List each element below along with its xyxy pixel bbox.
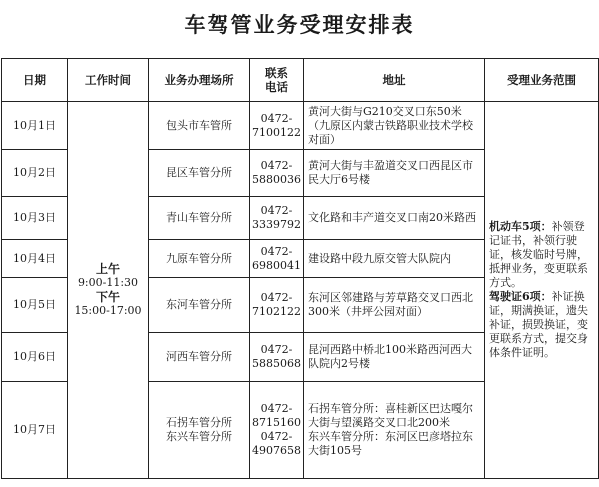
- row-office: 昆区车管分所: [149, 150, 250, 197]
- scope-motor-text: 补领登记证书，补领行驶证，核发临时号牌，抵押业务，变更联系方式。: [489, 220, 588, 289]
- am-label: 上午: [95, 262, 120, 276]
- scope-license: [489, 290, 594, 360]
- table-row: [2, 102, 599, 150]
- row-office: 东河车管分所: [149, 278, 250, 333]
- row-date: 10月2日: [2, 150, 68, 197]
- row-address: 黄河大街与丰盈道交叉口西昆区市民大厅6号楼: [304, 150, 485, 197]
- row-date: 10月1日: [2, 102, 68, 150]
- row-phone: [250, 382, 304, 479]
- header-date: 日期: [2, 59, 68, 102]
- row-phone: 0472-5885068: [250, 333, 304, 382]
- header-phone: 联系电话: [250, 59, 304, 102]
- row-office: 河西车管分所: [149, 333, 250, 382]
- row-phone: 0472-7100122: [250, 102, 304, 150]
- row-phone: 0472-7102122: [250, 278, 304, 333]
- scope-motor: [489, 220, 594, 290]
- header-hours: 工作时间: [68, 59, 149, 102]
- schedule-table: [1, 58, 599, 479]
- row-phone-a: 0472-8715160: [252, 402, 301, 429]
- page-title: 车驾管业务受理安排表: [184, 12, 415, 37]
- row-address: 建设路中段九原交管大队院内: [304, 240, 485, 278]
- header-scope: 受理业务范围: [485, 59, 599, 102]
- row-date: 10月6日: [2, 333, 68, 382]
- row-date: 10月4日: [2, 240, 68, 278]
- service-scope-cell: [485, 102, 599, 479]
- pm-time: 15:00-17:00: [74, 304, 142, 317]
- pm-label: 下午: [95, 290, 120, 304]
- row-office: 包头市车管所: [149, 102, 250, 150]
- header-office: 业务办理场所: [149, 59, 250, 102]
- scope-license-title: 驾驶证6项：: [489, 290, 552, 303]
- row-phone: 0472-3339792: [250, 197, 304, 240]
- row-address: 昆河西路中桥北100米路西河西大队院内2号楼: [304, 333, 485, 382]
- row-date: 10月7日: [2, 382, 68, 479]
- row-phone: 0472-5880036: [250, 150, 304, 197]
- row-address-a: 石拐车管分所：喜桂新区巴达嘎尔大街与望溪路交叉口北200米: [308, 402, 473, 429]
- row-address: 文化路和丰产道交叉口南20米路西: [304, 197, 485, 240]
- row-office-b: 东兴车管分所: [166, 430, 232, 443]
- row-address: 黄河大街与G210交叉口东50米（九原区内蒙古铁路职业技术学校对面）: [304, 102, 485, 150]
- row-office: [149, 382, 250, 479]
- scope-license-text: 补证换证，期满换证，遗失补证，损毁换证，变更联系方式，提交身体条件证明。: [489, 290, 588, 359]
- row-office-a: 石拐车管分所: [166, 416, 232, 429]
- am-time: 9:00-11:30: [77, 276, 139, 289]
- row-office: 九原车管分所: [149, 240, 250, 278]
- row-date: 10月3日: [2, 197, 68, 240]
- row-address: [304, 382, 485, 479]
- row-address: 东河区邻建路与芳草路交叉口西北300米（井坪公园对面）: [304, 278, 485, 333]
- work-hours-cell: [68, 102, 149, 479]
- row-address-b: 东兴车管分所：东河区巴彦塔拉东大街105号: [308, 430, 473, 457]
- row-phone: 0472-6980041: [250, 240, 304, 278]
- header-row: [2, 59, 599, 102]
- header-address: 地址: [304, 59, 485, 102]
- row-phone-b: 0472-4907658: [252, 430, 301, 457]
- row-date: 10月5日: [2, 278, 68, 333]
- row-office: 青山车管分所: [149, 197, 250, 240]
- scope-motor-title: 机动车5项：: [489, 220, 552, 233]
